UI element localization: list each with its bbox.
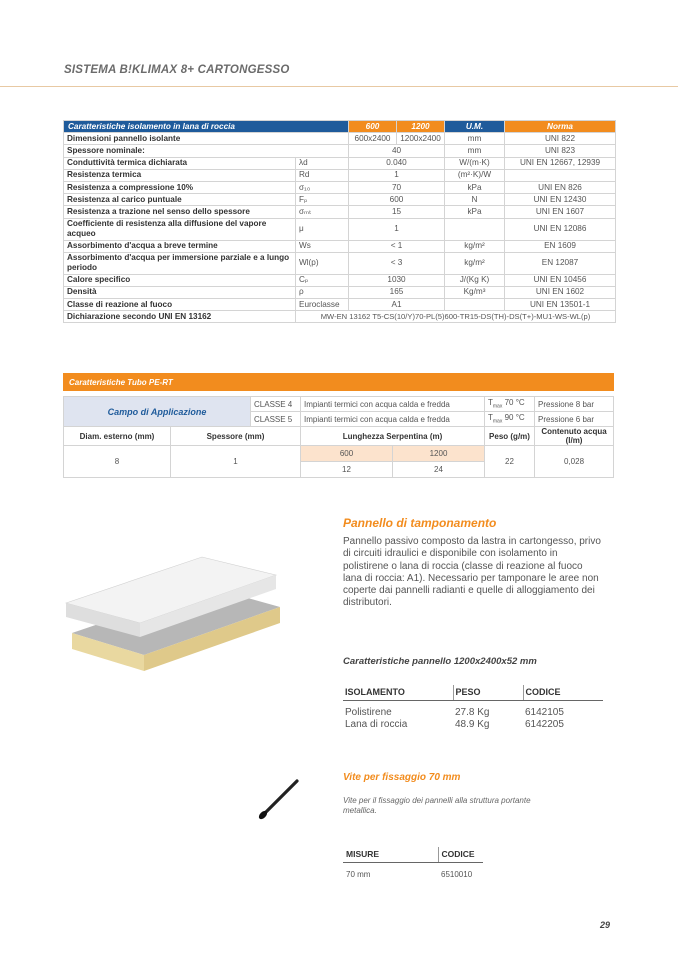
screw-shaft <box>265 781 297 813</box>
row-unit: kg/m² <box>445 240 505 252</box>
row-norm <box>505 169 616 181</box>
class-pressure: Pressione 6 bar <box>535 412 614 427</box>
row-unit: N <box>445 194 505 206</box>
row-label: Resistenza a trazione nel senso dello spessore <box>64 206 296 218</box>
pipe-header-row <box>64 427 614 446</box>
table-row <box>64 274 616 286</box>
screw-table-header <box>343 847 483 863</box>
panel-image <box>58 545 290 695</box>
insulation-type: Polistirene <box>345 707 392 718</box>
row-symbol: Cₚ <box>296 274 349 286</box>
row-symbol: ρ <box>296 286 349 298</box>
row-norm: UNI EN 1607 <box>505 206 616 218</box>
table-row <box>64 218 616 240</box>
table-row <box>343 719 603 731</box>
application-field-label: Campo di Applicazione <box>64 397 251 427</box>
header-cell: CODICE <box>438 847 483 863</box>
row-symbol: Euroclasse <box>296 299 349 311</box>
header-cell: 1200 <box>397 121 445 133</box>
insulation-type: Lana di roccia <box>345 719 408 730</box>
row-symbol: λd <box>296 157 349 169</box>
screw-size: 70 mm <box>346 870 371 879</box>
header-divider <box>0 86 678 87</box>
serp-600-head: 600 <box>301 446 393 461</box>
table-row <box>64 240 616 252</box>
row-unit: W/(m·K) <box>445 157 505 169</box>
table-row <box>64 299 616 311</box>
row-label: Coefficiente di resistenza alla diffusione del vapore acqueo <box>64 218 296 240</box>
row-label: Dimensioni pannello isolante <box>64 133 349 145</box>
row-unit: mm <box>445 145 505 157</box>
row-symbol: σ₁₀ <box>296 181 349 193</box>
section-title: SISTEMA B!KLIMAX 8+ CARTONGESSO <box>64 64 290 76</box>
header-cell: MISURE <box>343 847 438 863</box>
weight: 27.8 Kg <box>455 707 490 718</box>
row-label: Calore specifico <box>64 274 296 286</box>
insulation-table-header <box>64 121 616 133</box>
row-symbol: Fₚ <box>296 194 349 206</box>
table-row <box>64 206 616 218</box>
row-value: 0.040 <box>349 157 445 169</box>
header-cell: Contenuto acqua (l/m) <box>535 427 614 446</box>
header-cell: 600 <box>349 121 397 133</box>
screw-description: Vite per il fissaggio dei pannelli alla struttura portante metallica. <box>343 796 531 815</box>
header-cell: Peso (g/m) <box>485 427 535 446</box>
table-row <box>64 252 616 274</box>
screw-image <box>255 777 303 823</box>
table-row <box>64 286 616 298</box>
screw-title: Vite per fissaggio 70 mm <box>343 772 461 783</box>
row-symbol: Wl(p) <box>296 252 349 274</box>
table-row <box>64 157 616 169</box>
row-label: Densità <box>64 286 296 298</box>
thickness-value: 1 <box>171 446 301 478</box>
header-cell: Spessore (mm) <box>171 427 301 446</box>
weight: 48.9 Kg <box>455 719 490 730</box>
weight-value: 22 <box>485 446 535 478</box>
row-unit <box>445 218 505 240</box>
row-label: Classe di reazione al fuoco <box>64 299 296 311</box>
declaration-code: MW-EN 13162 T5-CS(10/Y)70-PL(5)600-TR15-DS(TH)-DS(T+)-MU1-WS-WL(p) <box>296 311 616 323</box>
row-value: 1 <box>349 218 445 240</box>
table-row <box>64 133 616 145</box>
header-cell: Diam. esterno (mm) <box>64 427 171 446</box>
row-unit: kPa <box>445 181 505 193</box>
row-unit: mm <box>445 133 505 145</box>
serpentine-head <box>301 446 485 462</box>
header-cell: CODICE <box>523 685 603 701</box>
row-value: A1 <box>349 299 445 311</box>
row-unit: kPa <box>445 206 505 218</box>
pipe-table <box>63 373 614 478</box>
panel-title: Pannello di tamponamento <box>343 516 497 530</box>
table-row <box>64 169 616 181</box>
table-row <box>343 863 483 880</box>
row-unit: Kg/m³ <box>445 286 505 298</box>
row-value: 1 <box>349 169 445 181</box>
screw-table <box>343 847 483 879</box>
row-norm: EN 12087 <box>505 252 616 274</box>
header-cell: PESO <box>453 685 523 701</box>
class-desc: Impianti termici con acqua calda e fredda <box>301 397 485 412</box>
class-name: CLASSE 5 <box>251 412 301 427</box>
row-value: < 1 <box>349 240 445 252</box>
row-norm: UNI EN 12667, 12939 <box>505 157 616 169</box>
code: 6142205 <box>525 719 564 730</box>
code: 6142105 <box>525 707 564 718</box>
row-value: 1200x2400 <box>397 133 445 145</box>
panel-specs-title: Caratteristiche pannello 1200x2400x52 mm <box>343 656 537 667</box>
row-value: 70 <box>349 181 445 193</box>
table-row <box>64 446 614 462</box>
header-cell: Caratteristiche isolamento in lana di roccia <box>64 121 349 133</box>
row-label: Dichiarazione secondo UNI EN 13162 <box>64 311 296 323</box>
serpentine-values <box>301 462 485 478</box>
row-symbol: Rd <box>296 169 349 181</box>
header-cell: ISOLAMENTO <box>343 685 453 701</box>
row-unit: J/(Kg K) <box>445 274 505 286</box>
panel-description: Pannello passivo composto da lastra in cartongesso, privo di circuiti idraulici e disponibile con isolamento in polistirene o lana di roccia (classe di reazione al fuoco lana di roccia: A1). Necessario per tamponare le aree non coperte dai pannelli radianti e quelle di alloggiamento dei distributori. <box>343 536 601 609</box>
pipe-table-title: Caratteristiche Tubo PE-RT <box>64 374 614 391</box>
row-norm: UNI EN 826 <box>505 181 616 193</box>
header-cell: Lunghezza Serpentina (m) <box>301 427 485 446</box>
row-norm: UNI EN 10456 <box>505 274 616 286</box>
row-value: 40 <box>349 145 445 157</box>
row-label: Resistenza al carico puntuale <box>64 194 296 206</box>
class-name: CLASSE 4 <box>251 397 301 412</box>
row-value: 600 <box>349 194 445 206</box>
class-temp: $T_{max}$ 90 °C <box>485 412 535 427</box>
class-desc: Impianti termici con acqua calda e fredda <box>301 412 485 427</box>
table-row <box>64 311 616 323</box>
row-value: 600x2400 <box>349 133 397 145</box>
page-number: 29 <box>600 920 611 930</box>
row-value: 1030 <box>349 274 445 286</box>
row-norm: UNI EN 12430 <box>505 194 616 206</box>
row-norm: EN 1609 <box>505 240 616 252</box>
row-unit: (m²·K)/W <box>445 169 505 181</box>
row-label: Assorbimento d'acqua a breve termine <box>64 240 296 252</box>
table-row <box>64 145 616 157</box>
class-pressure: Pressione 8 bar <box>535 397 614 412</box>
water-value: 0,028 <box>535 446 614 478</box>
serp-600-value: 12 <box>301 462 393 477</box>
row-value: 15 <box>349 206 445 218</box>
serp-1200-value: 24 <box>434 465 443 474</box>
row-symbol: Ws <box>296 240 349 252</box>
panel-specs-header <box>343 685 603 701</box>
row-label: Spessore nominale: <box>64 145 349 157</box>
table-row <box>64 194 616 206</box>
row-unit <box>445 299 505 311</box>
row-value: 165 <box>349 286 445 298</box>
row-norm: UNI 822 <box>505 133 616 145</box>
row-label: Assorbimento d'acqua per immersione parziale e a lungo periodo <box>64 252 296 274</box>
table-row <box>64 181 616 193</box>
header-cell: Norma <box>505 121 616 133</box>
panel-specs-table <box>343 685 603 731</box>
table-row <box>64 397 614 412</box>
row-label: Resistenza a compressione 10% <box>64 181 296 193</box>
diam-value: 8 <box>64 446 171 478</box>
row-label: Resistenza termica <box>64 169 296 181</box>
row-unit: kg/m² <box>445 252 505 274</box>
screw-code: 6510010 <box>441 870 473 879</box>
row-symbol: σₘₜ <box>296 206 349 218</box>
row-symbol: μ <box>296 218 349 240</box>
row-norm: UNI EN 13501-1 <box>505 299 616 311</box>
table-row <box>343 701 603 720</box>
class-temp: $T_{max}$ 70 °C <box>485 397 535 412</box>
row-norm: UNI 823 <box>505 145 616 157</box>
insulation-table <box>63 120 616 323</box>
serp-1200-head: 1200 <box>393 446 484 461</box>
row-label: Conduttività termica dichiarata <box>64 157 296 169</box>
header-cell: U.M. <box>445 121 505 133</box>
row-norm: UNI EN 12086 <box>505 218 616 240</box>
row-value: < 3 <box>349 252 445 274</box>
row-norm: UNI EN 1602 <box>505 286 616 298</box>
